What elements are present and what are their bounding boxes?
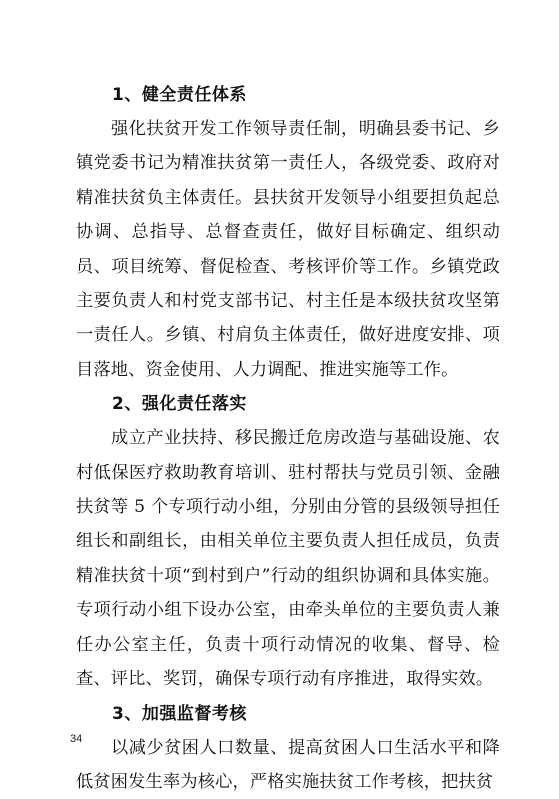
page-number: 34 — [70, 733, 82, 745]
section-paragraph-3: 以减少贫困人口数量、提高贫困人口生活水平和降低贫困发生率为核心，严格实施扶贫工作考核，把扶贫 — [76, 731, 500, 799]
section-heading-1: 1、健全责任体系 — [76, 78, 500, 112]
page-body — [76, 78, 500, 799]
section-heading-3: 3、加强监督考核 — [76, 697, 500, 731]
section-heading-2: 2、强化责任落实 — [76, 387, 500, 421]
section-paragraph-1: 强化扶贫开发工作领导责任制，明确县委书记、乡镇党委书记为精准扶贫第一责任人，各级党委、政府对精准扶贫负主体责任。县扶贫开发领导小组要担负起总协调、总指导、总督查责任，做好目标确定、组织动员、项目统筹、督促检查、考核评价等工作。乡镇党政主要负责人和村党支部书记、村主任是本级扶贫攻坚第一责任人。乡镇、村肩负主体责任，做好进度安排、项目落地、资金使用、人力调配、推进实施等工作。 — [76, 112, 500, 387]
section-paragraph-2: 成立产业扶持、移民搬迁危房改造与基础设施、农村低保医疗救助教育培训、驻村帮扶与党员引领、金融扶贫等 5 个专项行动小组，分别由分管的县级领导担任组长和副组长，由相关单位主要负责人担任成员，负责精准扶贫十项“到村到户”行动的组织协调和具体实施。专项行动小组下设办公室，由牵头单位的主要负责人兼任办公室主任，负责十项行动情况的收集、督导、检查、评比、奖罚，确保专项行动有序推进，取得实效。 — [76, 421, 500, 696]
